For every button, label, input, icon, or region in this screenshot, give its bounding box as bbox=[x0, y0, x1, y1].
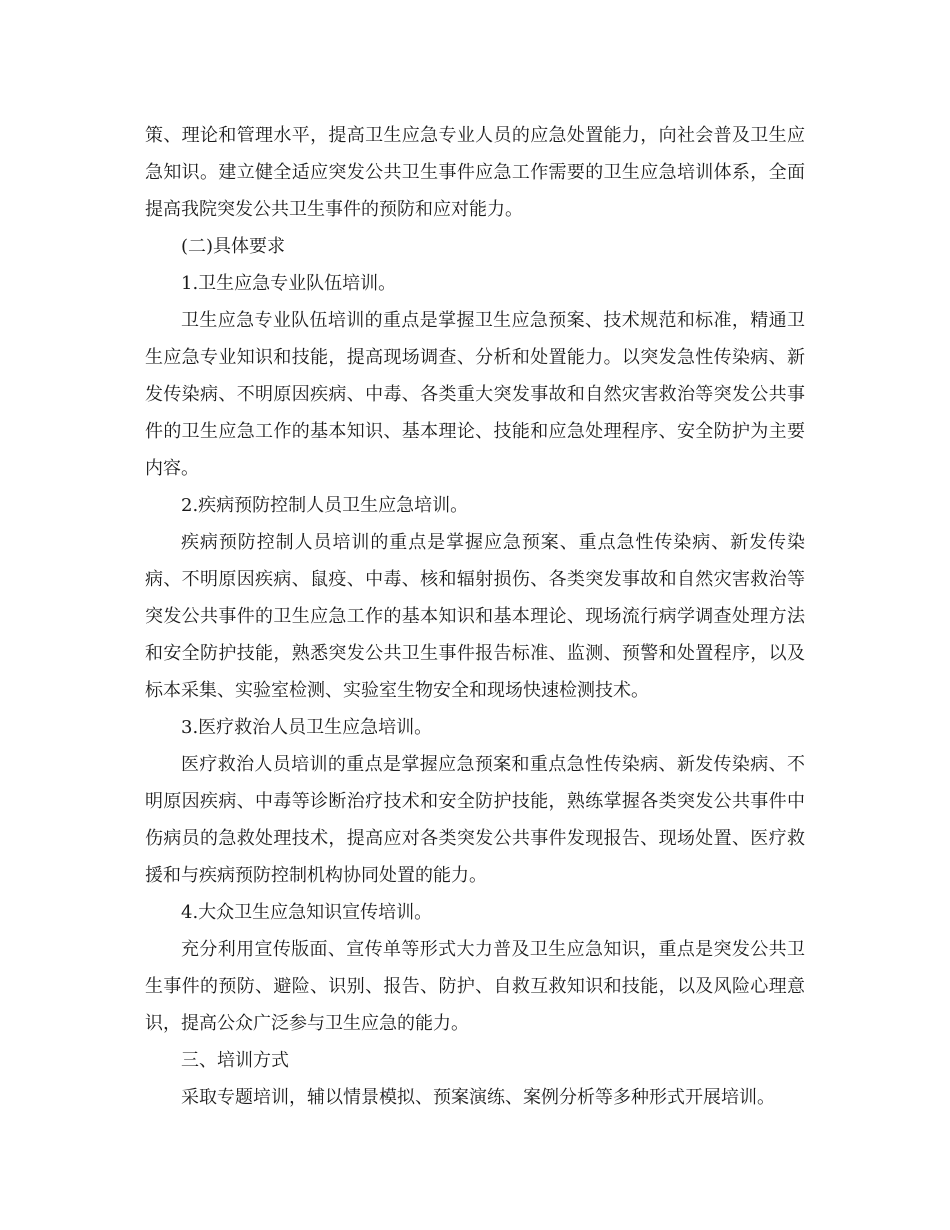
section-heading-specific-requirements: (二)具体要求 bbox=[181, 236, 286, 257]
document-page bbox=[145, 117, 805, 1116]
paragraph-intro-continuation: 策、理论和管理水平，提高卫生应急专业人员的应急处置能力，向社会普及卫生应急知识。建立健全适应突发公共卫生事件应急工作需要的卫生应急培训体系，全面提高我院突发公共卫生事件的预防和应对能力。 bbox=[145, 125, 805, 220]
paragraph-professional-team-training: 卫生应急专业队伍培训的重点是掌握卫生应急预案、技术规范和标准，精通卫生应急专业知识和技能，提高现场调查、分析和处置能力。以突发急性传染病、新发传染病、不明原因疾病、中毒、各类重大突发事故和自然灾害救治等突发公共事件的卫生应急工作的基本知识、基本理论、技能和应急处理程序、安全防护为主要内容。 bbox=[145, 310, 805, 479]
subheading-professional-team-training: 1.卫生应急专业队伍培训。 bbox=[181, 273, 397, 294]
subheading-medical-treatment-training: 3.医疗救治人员卫生应急培训。 bbox=[181, 717, 433, 738]
subheading-disease-control-training: 2.疾病预防控制人员卫生应急培训。 bbox=[181, 495, 469, 516]
subheading-public-awareness-training: 4.大众卫生应急知识宣传培训。 bbox=[181, 902, 433, 923]
paragraph-disease-control-training: 疾病预防控制人员培训的重点是掌握应急预案、重点急性传染病、新发传染病、不明原因疾病、鼠疫、中毒、核和辐射损伤、各类突发事故和自然灾害救治等突发公共事件的卫生应急工作的基本知识和基本理论、现场流行病学调查处理方法和安全防护技能，熟悉突发公共卫生事件报告标准、监测、预警和处置程序，以及标本采集、实验室检测、实验室生物安全和现场快速检测技术。 bbox=[145, 532, 805, 701]
paragraph-public-awareness-training: 充分利用宣传版面、宣传单等形式大力普及卫生应急知识，重点是突发公共卫生事件的预防、避险、识别、报告、防护、自救互救知识和技能，以及风险心理意识，提高公众广泛参与卫生应急的能力。 bbox=[145, 939, 805, 1034]
paragraph-medical-treatment-training: 医疗救治人员培训的重点是掌握应急预案和重点急性传染病、新发传染病、不明原因疾病、中毒等诊断治疗技术和安全防护技能，熟练掌握各类突发公共事件中伤病员的急救处理技术，提高应对各类突发公共事件发现报告、现场处置、医疗救援和与疾病预防控制机构协同处置的能力。 bbox=[145, 754, 805, 886]
paragraph-training-methods: 采取专题培训，辅以情景模拟、预案演练、案例分析等多种形式开展培训。 bbox=[181, 1087, 775, 1108]
section-heading-training-methods: 三、培训方式 bbox=[181, 1050, 289, 1071]
